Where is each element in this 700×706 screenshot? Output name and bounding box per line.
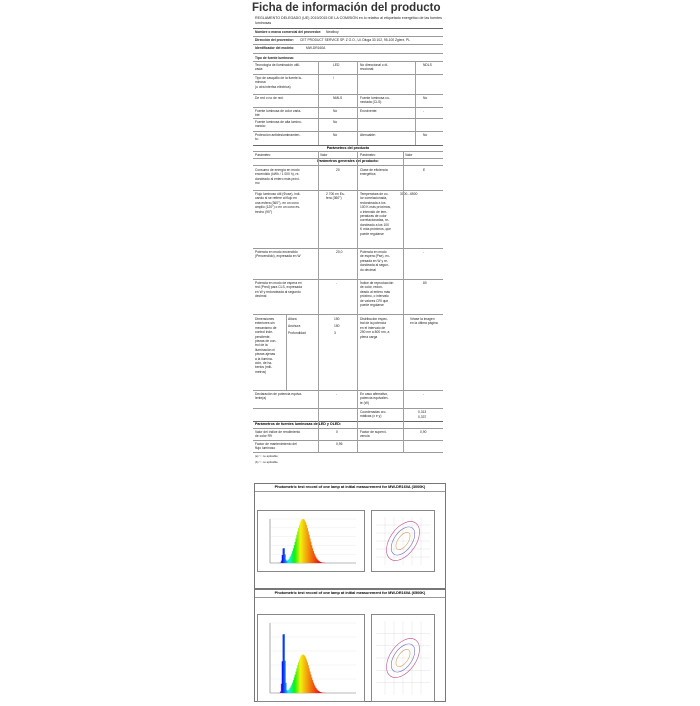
divider bbox=[253, 36, 443, 37]
divider bbox=[253, 28, 443, 29]
column-divider bbox=[415, 61, 416, 145]
equivalent-power-value: - bbox=[336, 392, 337, 396]
supplier-name: Newlboy bbox=[326, 30, 339, 34]
table-row-label: Valor del índice de rendimiento de color R9 bbox=[255, 430, 300, 439]
table-row-value: 20,0 bbox=[336, 250, 342, 254]
photometric-panel-6500k bbox=[254, 589, 446, 702]
divider bbox=[253, 314, 443, 315]
table-row-value: NMLS bbox=[333, 96, 342, 100]
table-row-label-2: Temperatura de co- lor correlacionada, redondeada a los 100 K más próximos, o intervalo de tem- peraturas de color correlacionadas, re- dondeado a los 100 K más próximos, que puede regularse bbox=[360, 192, 391, 236]
spectrum-plot bbox=[258, 511, 364, 571]
table-row-label-2: Factor de supervi- vencia bbox=[360, 430, 387, 439]
divider bbox=[253, 440, 443, 441]
table-row-value-2: 80 bbox=[423, 281, 427, 285]
column-divider bbox=[318, 61, 319, 145]
cie-plot bbox=[372, 511, 434, 571]
model-id: MW-DR160A bbox=[306, 46, 325, 50]
divider bbox=[253, 151, 443, 152]
column-divider bbox=[357, 151, 358, 452]
table-row-label: Fuente luminosa de alta lumino- nancia: bbox=[255, 120, 302, 129]
column-divider bbox=[318, 151, 319, 452]
divider bbox=[253, 408, 443, 409]
dimension-value: 3 bbox=[334, 331, 336, 335]
panel-title: Photometric test record of one lamp at initial measurement for MW-DR160A (3000K) bbox=[255, 485, 445, 489]
divider bbox=[253, 390, 443, 391]
table-row-value: No bbox=[333, 133, 337, 137]
spectral-distribution-label: Distribución espec- tral de la potencia en el intervalo de 250 nm a 800 nm, a plena carga bbox=[360, 317, 389, 339]
dimension-name: Altura bbox=[288, 317, 297, 321]
table-row-label-2: Índice de reproducción de color, redon- deado al entero más próximo, o intervalo de valores CRI que puede regularse bbox=[360, 281, 393, 307]
panel-title: Photometric test record of one lamp at initial measurement for MW-DR160A (6500K) bbox=[255, 591, 445, 595]
table-row-value: No bbox=[333, 120, 337, 124]
table-row-value-2: 3000...6500 bbox=[400, 192, 417, 196]
supplier-address: CET PRODUCT SERVICE SP. Z O.O., Ul. Długa 33 102, 95-100 Zgierz, PL bbox=[300, 38, 410, 42]
supplier-address-label: Dirección del proveedor: bbox=[255, 38, 294, 42]
dimension-value: 150 bbox=[334, 324, 340, 328]
table-row-label: De red o no de red: bbox=[255, 96, 283, 100]
spectral-distribution-value: Véase la imagen en la última página bbox=[410, 317, 438, 326]
column-header: Parámetro bbox=[255, 153, 270, 157]
divider bbox=[253, 279, 443, 280]
chromaticity-label: Coordenadas cro- máticas (x e y) bbox=[360, 410, 386, 419]
table-row-label: Flujo luminoso útil (Φuse), indi- cando si se refiere al flujo en una esfera (360°), en un cono amplio (120°) o en un cono es- trecho (90°) bbox=[255, 192, 301, 214]
title: Ficha de información del producto bbox=[252, 2, 441, 14]
column-divider bbox=[286, 315, 287, 390]
table-row-value: - bbox=[336, 281, 337, 285]
table-row-label: Consumo de energía en modo encendido (kWh / 1 000 h), re- dondeado al entero más próxi- mo bbox=[255, 168, 300, 186]
spectrum-chart bbox=[257, 510, 365, 572]
column-header: Valor bbox=[405, 153, 412, 157]
table-row-label: Fuente luminosa de color varia- ble: bbox=[255, 109, 301, 118]
column-header: Valor bbox=[320, 153, 327, 157]
table-row-value: 20 bbox=[336, 168, 340, 172]
equivalent-power-value-2: - bbox=[423, 392, 424, 396]
spectrum-plot bbox=[258, 615, 364, 701]
equivalent-power-label: Declaración de potencia equiva- lente(a) bbox=[255, 392, 302, 401]
divider bbox=[253, 44, 443, 45]
divider bbox=[253, 452, 443, 453]
model-label: Identificador del modelo: bbox=[255, 46, 294, 50]
table-row-value-2: No bbox=[423, 96, 427, 100]
equivalent-power-label-2: En caso afirmativo, potencia equivalen- te (W) bbox=[360, 392, 389, 405]
table-row-label-2: No direccional o di- reccional: bbox=[360, 63, 388, 72]
table-row-value-2: - bbox=[423, 250, 424, 254]
spectrum-chart bbox=[257, 614, 365, 702]
table-row-value: 0 bbox=[336, 430, 338, 434]
table-row-value-2: NDLS bbox=[423, 63, 432, 67]
table-row-label: Factor de mantenimiento del flujo luminoso bbox=[255, 442, 297, 451]
dimension-name: Profundidad bbox=[288, 331, 306, 335]
photometric-panel-3000k bbox=[254, 483, 446, 589]
cie-chart bbox=[371, 510, 435, 572]
table-row-label-2: Envolvente: bbox=[360, 109, 377, 113]
table-row-value: / bbox=[333, 76, 334, 80]
section-heading: Parámetros generales del producto: bbox=[253, 159, 443, 163]
table-row-label-2: Clase de eficiencia energética bbox=[360, 168, 388, 177]
table-row-label: Tipo de casquillo de la fuente lu- minosa (u otra interfaz eléctrica) bbox=[255, 76, 302, 89]
dimensions-label: Dimensiones exteriores sin mecanismo de control inde- pendiente, piezas de con- trol de la iluminación ni piezas ajenas a la ilumina- ción, de ha- berlos (milí- metros) bbox=[255, 317, 276, 374]
cie-plot bbox=[372, 615, 434, 701]
cie-chart bbox=[371, 614, 435, 702]
divider bbox=[253, 248, 443, 249]
table-row-label-2: Fuente luminosa co- nectada (CLS): bbox=[360, 96, 390, 105]
table-row-value: 0,96 bbox=[336, 442, 342, 446]
section-heading: Parámetros de fuentes luminosas de LED y OLED: bbox=[255, 422, 445, 426]
table-row-value: LED bbox=[333, 63, 339, 67]
type-label: Tipo de fuente luminosa: bbox=[255, 56, 294, 60]
table-row-label: Potencia en modo encendido (Pencendido), expresada en W bbox=[255, 250, 300, 259]
footnote: (a) '-': no aplicable; bbox=[255, 454, 278, 458]
divider bbox=[253, 53, 443, 54]
table-row-value-2: E bbox=[423, 168, 425, 172]
chromaticity-y: 0,337 bbox=[418, 415, 426, 419]
divider bbox=[253, 165, 443, 166]
table-row-label: Potencia en modo de espera en red (Pred) para CLS, expresada en W y redondeada al segundo decimal bbox=[255, 281, 302, 299]
column-divider bbox=[357, 61, 358, 145]
dimension-name: Anchura bbox=[288, 324, 300, 328]
divider bbox=[253, 428, 443, 429]
column-header: Parámetro bbox=[360, 153, 375, 157]
footnote: (b) '-': no aplicable. bbox=[255, 460, 278, 464]
table-row-label: Tecnología de iluminación utili- zada: bbox=[255, 63, 300, 72]
table-row-value-2: - bbox=[423, 109, 424, 113]
divider bbox=[253, 190, 443, 191]
table-row-label-2: Potencia en modo de espera (Pse), ex- presada en W y re- dondeada al segun- do decimal bbox=[360, 250, 390, 272]
chromaticity-x: 0,313 bbox=[418, 410, 426, 414]
table-row-value: No bbox=[333, 109, 337, 113]
table-row-value: 2 700 en Es- fera (360°) bbox=[326, 192, 345, 201]
section-heading: Parámetros del producto bbox=[253, 146, 443, 150]
column-divider bbox=[403, 151, 404, 452]
table-row-value-2: 0,90 bbox=[420, 430, 426, 434]
table-row-value-2: No bbox=[423, 133, 427, 137]
intro-text: REGLAMENTO DELEGADO (UE) 2019/2015 DE LA COMISIÓN en lo relativo al etiquetado energético de las fuentes luminosas bbox=[255, 16, 443, 26]
table-row-label-2: Atenuable: bbox=[360, 133, 376, 137]
dimension-value: 150 bbox=[334, 317, 340, 321]
table-row-label: Protección antideslumbramien- to: bbox=[255, 133, 300, 142]
supplier-name-label: Nombre o marca comercial del proveedor: bbox=[255, 30, 321, 34]
